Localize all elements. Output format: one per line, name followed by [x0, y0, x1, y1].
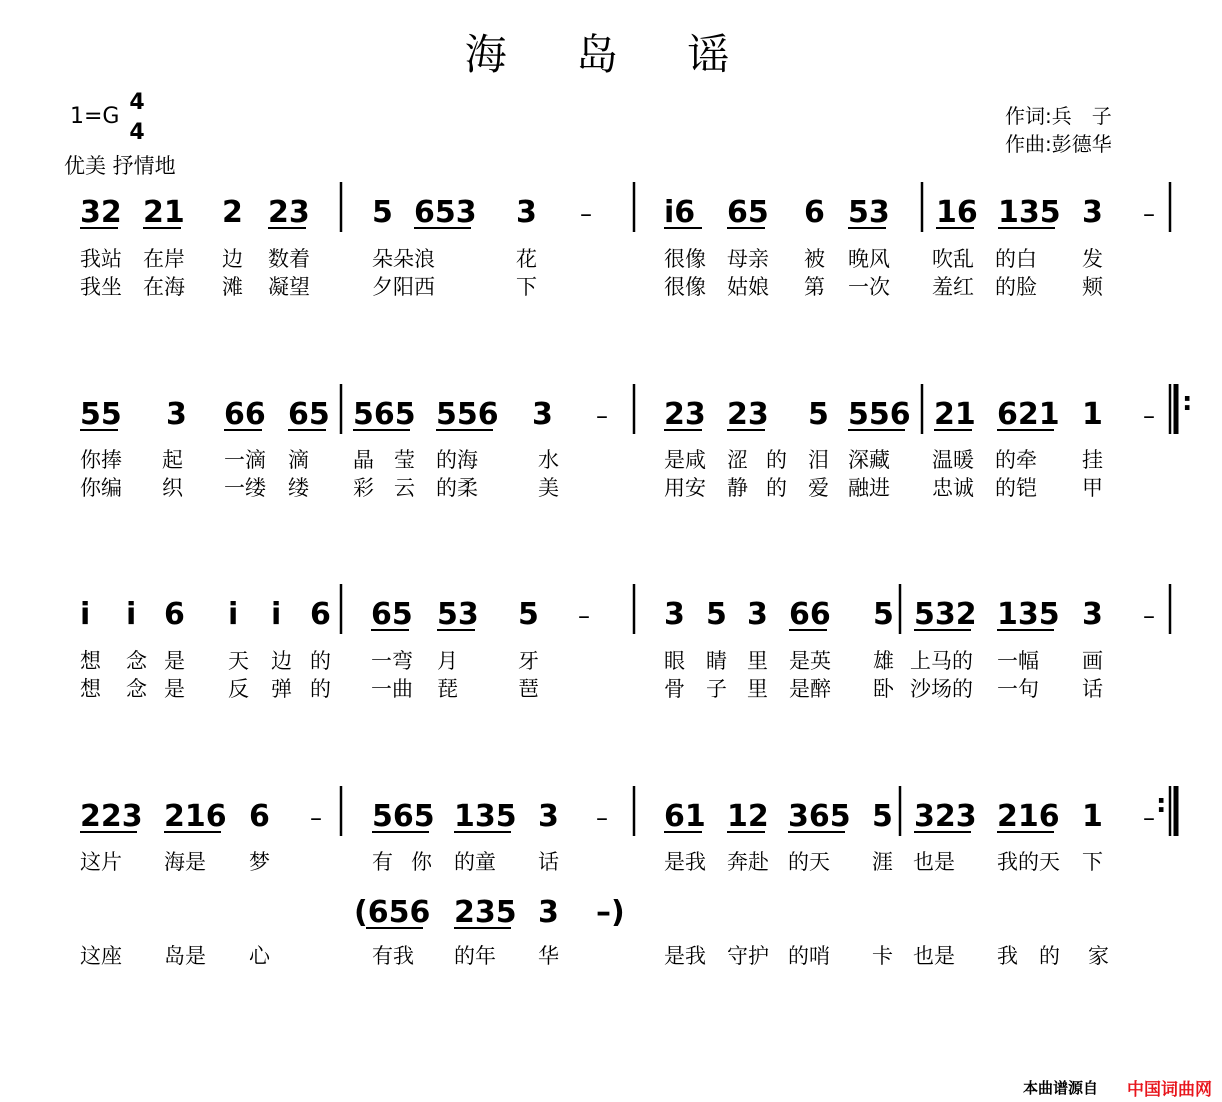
note-group: 5 — [518, 597, 539, 632]
lyric-syllable: 里 — [747, 677, 768, 701]
note-group: 135 — [997, 597, 1060, 632]
lyric-syllable: 你 — [411, 850, 432, 874]
lyric-syllable: 是 — [164, 677, 185, 701]
lyric-syllable: 岛是 — [164, 944, 206, 968]
lyric-syllable: 这座 — [80, 944, 122, 968]
lyric-syllable: 一弯 — [371, 649, 413, 673]
lyric-syllable: 数着 — [268, 247, 310, 271]
lyric-syllable: 母亲 — [727, 247, 769, 271]
note-group: 135 — [454, 799, 517, 834]
lyric-syllable: 有 — [372, 850, 393, 874]
repeat-dots: : — [1182, 387, 1193, 417]
lyric-syllable: 弹 — [271, 677, 292, 701]
note-group: 5 — [706, 597, 727, 632]
lyric-syllable: 莹 — [394, 448, 415, 472]
composer-credit: 作曲:彭德华 — [1005, 132, 1112, 156]
dash-sustain: – — [1143, 200, 1155, 228]
note-group: i — [228, 597, 239, 632]
note-group: 1 — [1082, 397, 1103, 432]
lyric-syllable: 边 — [271, 649, 292, 673]
lyric-syllable: 的脸 — [995, 275, 1037, 299]
lyric-syllable: 我 — [997, 944, 1018, 968]
note-group: 5 — [872, 799, 893, 834]
lyric-syllable: 的天 — [788, 850, 830, 874]
lyric-syllable: 眼 — [664, 649, 685, 673]
lyric-syllable: 梦 — [249, 850, 270, 874]
lyric-syllable: 边 — [222, 247, 243, 271]
lyric-syllable: 晚风 — [848, 247, 890, 271]
lyric-syllable: 念 — [126, 649, 147, 673]
lyric-syllable: 起 — [162, 448, 183, 472]
note-group: 55 — [80, 397, 122, 432]
lyric-syllable: 姑娘 — [727, 275, 769, 299]
lyric-syllable: 卧 — [873, 677, 894, 701]
note-group: 66 — [224, 397, 266, 432]
lyric-syllable: 甲 — [1082, 476, 1103, 500]
source-site: 中国词曲网 — [1127, 1080, 1212, 1100]
lyric-syllable: 反 — [228, 677, 249, 701]
lyric-syllable: 是英 — [789, 649, 831, 673]
note-group: 365 — [788, 799, 851, 834]
note-group: 66 — [789, 597, 831, 632]
lyric-syllable: 一滴 — [224, 448, 266, 472]
lyric-syllable: 的 — [310, 649, 331, 673]
note-group: 3 — [516, 195, 537, 230]
note-group: 21 — [934, 397, 976, 432]
note-group: 5 — [808, 397, 829, 432]
lyric-syllable: 上马的 — [910, 649, 973, 673]
note-group: 3 — [1082, 195, 1103, 230]
lyric-syllable: 吹乱 — [932, 247, 974, 271]
note-group: 223 — [80, 799, 143, 834]
lyric-syllable: 是我 — [664, 944, 706, 968]
lyric-syllable: 华 — [538, 944, 559, 968]
lyric-syllable: 花 — [516, 247, 537, 271]
lyric-syllable: 琵 — [437, 677, 458, 701]
key-signature: 1=G — [70, 104, 120, 129]
time-signature-bottom: 4 — [129, 120, 145, 145]
lyric-syllable: 涯 — [872, 850, 893, 874]
note-group: 556 — [848, 397, 911, 432]
lyric-syllable: 晶 — [353, 448, 374, 472]
lyric-syllable: 我站 — [80, 247, 122, 271]
lyric-syllable: 静 — [727, 476, 748, 500]
lyric-syllable: 家 — [1088, 944, 1109, 968]
note-group: 6 — [249, 799, 270, 834]
note-group: 6 — [804, 195, 825, 230]
lyric-syllable: 也是 — [913, 850, 955, 874]
lyric-syllable: 念 — [126, 677, 147, 701]
lyric-syllable: 沙场的 — [910, 677, 973, 701]
lyric-syllable: 牙 — [518, 649, 539, 673]
lyric-syllable: 心 — [249, 944, 270, 968]
note-group: 235 — [454, 895, 517, 930]
lyric-syllable: 子 — [706, 677, 727, 701]
lyric-syllable: 一幅 — [997, 649, 1039, 673]
lyric-syllable: 忠诚 — [932, 476, 974, 500]
note-group: 21 — [143, 195, 185, 230]
lyric-syllable: 一次 — [848, 275, 890, 299]
lyric-syllable: 被 — [804, 247, 825, 271]
lyric-syllable: 下 — [516, 275, 537, 299]
note-group: 12 — [727, 799, 769, 834]
note-group: 621 — [997, 397, 1060, 432]
lyric-syllable: 你编 — [80, 476, 122, 500]
dash-sustain: – — [596, 402, 608, 430]
note-group: 323 — [914, 799, 977, 834]
lyric-syllable: 海是 — [164, 850, 206, 874]
note-group: 3 — [538, 895, 559, 930]
note-group: 532 — [914, 597, 977, 632]
lyric-syllable: 泪 — [808, 448, 829, 472]
dash-sustain: – — [1143, 804, 1155, 832]
lyric-syllable: 奔赴 — [727, 850, 769, 874]
note-group: 61 — [664, 799, 706, 834]
lyric-syllable: 你捧 — [80, 448, 122, 472]
lyric-syllable: 话 — [538, 850, 559, 874]
lyric-syllable: 很像 — [664, 275, 706, 299]
lyric-syllable: 琶 — [518, 677, 539, 701]
note-group: 53 — [437, 597, 479, 632]
lyric-syllable: 想 — [80, 649, 101, 673]
lyric-syllable: 发 — [1082, 247, 1103, 271]
lyric-syllable: 挂 — [1082, 448, 1103, 472]
lyric-syllable: 美 — [538, 476, 559, 500]
lyric-syllable: 滴 — [288, 448, 309, 472]
lyric-syllable: 是我 — [664, 850, 706, 874]
lyric-syllable: 第 — [804, 275, 825, 299]
note-group: 65 — [727, 195, 769, 230]
lyric-syllable: 水 — [538, 448, 559, 472]
lyric-syllable: 我的天 — [997, 850, 1060, 874]
lyric-syllable: 守护 — [727, 944, 769, 968]
lyric-syllable: 月 — [437, 649, 458, 673]
lyric-syllable: 的白 — [995, 247, 1037, 271]
note-group: 23 — [268, 195, 310, 230]
lyric-syllable: 夕阳西 — [372, 275, 435, 299]
note-group: (656 — [354, 895, 431, 930]
note-group: 135 — [998, 195, 1061, 230]
note-group: 23 — [727, 397, 769, 432]
dash-sustain: – — [310, 804, 322, 832]
lyric-syllable: 融进 — [848, 476, 890, 500]
lyric-syllable: 雄 — [873, 649, 894, 673]
lyric-syllable: 在岸 — [143, 247, 185, 271]
lyric-syllable: 是醉 — [789, 677, 831, 701]
dash-sustain: – — [1143, 602, 1155, 630]
dash-sustain: – — [596, 804, 608, 832]
note-group: 1 — [1082, 799, 1103, 834]
lyric-syllable: 的哨 — [788, 944, 830, 968]
note-group: 3 — [532, 397, 553, 432]
lyric-syllable: 云 — [394, 476, 415, 500]
note-group: i — [80, 597, 91, 632]
lyric-syllable: 朵朵浪 — [372, 247, 435, 271]
lyric-syllable: 的海 — [436, 448, 478, 472]
lyric-syllable: 是咸 — [664, 448, 706, 472]
lyric-syllable: 话 — [1082, 677, 1103, 701]
lyric-syllable: 画 — [1082, 649, 1103, 673]
lyric-syllable: 凝望 — [268, 275, 310, 299]
lyric-syllable: 也是 — [913, 944, 955, 968]
lyric-syllable: 一句 — [997, 677, 1039, 701]
note-group: 2 — [222, 195, 243, 230]
lyric-syllable: 有我 — [372, 944, 414, 968]
lyric-syllable: 骨 — [664, 677, 685, 701]
lyric-syllable: 的 — [1039, 944, 1060, 968]
lyric-syllable: 涩 — [727, 448, 748, 472]
lyric-syllable: 这片 — [80, 850, 122, 874]
note-group: –) — [596, 895, 625, 930]
lyric-syllable: 是 — [164, 649, 185, 673]
lyric-syllable: 一缕 — [224, 476, 266, 500]
lyric-syllable: 的铠 — [995, 476, 1037, 500]
repeat-dots: : — [1156, 789, 1167, 819]
lyric-syllable: 很像 — [664, 247, 706, 271]
lyric-syllable: 的牵 — [995, 448, 1037, 472]
note-group: i — [271, 597, 282, 632]
note-group: i — [126, 597, 137, 632]
lyric-syllable: 爱 — [808, 476, 829, 500]
note-group: 5 — [372, 195, 393, 230]
tempo-marking: 优美 抒情地 — [64, 154, 176, 178]
lyric-syllable: 的 — [766, 476, 787, 500]
lyric-syllable: 的 — [766, 448, 787, 472]
dash-sustain: – — [1143, 402, 1155, 430]
note-group: 3 — [1082, 597, 1103, 632]
lyric-syllable: 用安 — [664, 476, 706, 500]
note-group: 565 — [372, 799, 435, 834]
lyricist-credit: 作词:兵 子 — [1005, 104, 1112, 128]
lyric-syllable: 颊 — [1082, 275, 1103, 299]
note-group: i6 — [664, 195, 696, 230]
note-group: 3 — [664, 597, 685, 632]
lyric-syllable: 滩 — [222, 275, 243, 299]
note-group: 3 — [538, 799, 559, 834]
lyric-syllable: 缕 — [288, 476, 309, 500]
lyric-syllable: 一曲 — [371, 677, 413, 701]
lyric-syllable: 睛 — [706, 649, 727, 673]
lyric-syllable: 彩 — [353, 476, 374, 500]
time-signature-top: 4 — [129, 90, 145, 115]
lyric-syllable: 里 — [747, 649, 768, 673]
note-group: 3 — [747, 597, 768, 632]
lyric-syllable: 温暖 — [932, 448, 974, 472]
lyric-syllable: 羞红 — [932, 275, 974, 299]
note-group: 16 — [936, 195, 978, 230]
note-group: 653 — [414, 195, 477, 230]
lyric-syllable: 在海 — [143, 275, 185, 299]
lyric-syllable: 的 — [310, 677, 331, 701]
lyric-syllable: 下 — [1082, 850, 1103, 874]
note-group: 216 — [164, 799, 227, 834]
source-label: 本曲谱源自 — [1022, 1079, 1098, 1097]
note-group: 65 — [371, 597, 413, 632]
note-group: 6 — [164, 597, 185, 632]
note-group: 565 — [353, 397, 416, 432]
note-group: 5 — [873, 597, 894, 632]
lyric-syllable: 深藏 — [848, 448, 890, 472]
note-group: 216 — [997, 799, 1060, 834]
lyric-syllable: 想 — [80, 677, 101, 701]
note-group: 53 — [848, 195, 890, 230]
note-group: 65 — [288, 397, 330, 432]
dash-sustain: – — [578, 602, 590, 630]
lyric-syllable: 的童 — [454, 850, 496, 874]
lyric-syllable: 卡 — [872, 944, 893, 968]
lyric-syllable: 的柔 — [436, 476, 478, 500]
lyric-syllable: 织 — [162, 476, 183, 500]
lyric-syllable: 我坐 — [80, 275, 122, 299]
dash-sustain: – — [580, 200, 592, 228]
lyric-syllable: 天 — [228, 649, 249, 673]
note-group: 23 — [664, 397, 706, 432]
song-title: 海 岛 谣 — [464, 30, 758, 79]
note-group: 3 — [166, 397, 187, 432]
note-group: 556 — [436, 397, 499, 432]
note-group: 32 — [80, 195, 122, 230]
lyric-syllable: 的年 — [454, 944, 496, 968]
note-group: 6 — [310, 597, 331, 632]
